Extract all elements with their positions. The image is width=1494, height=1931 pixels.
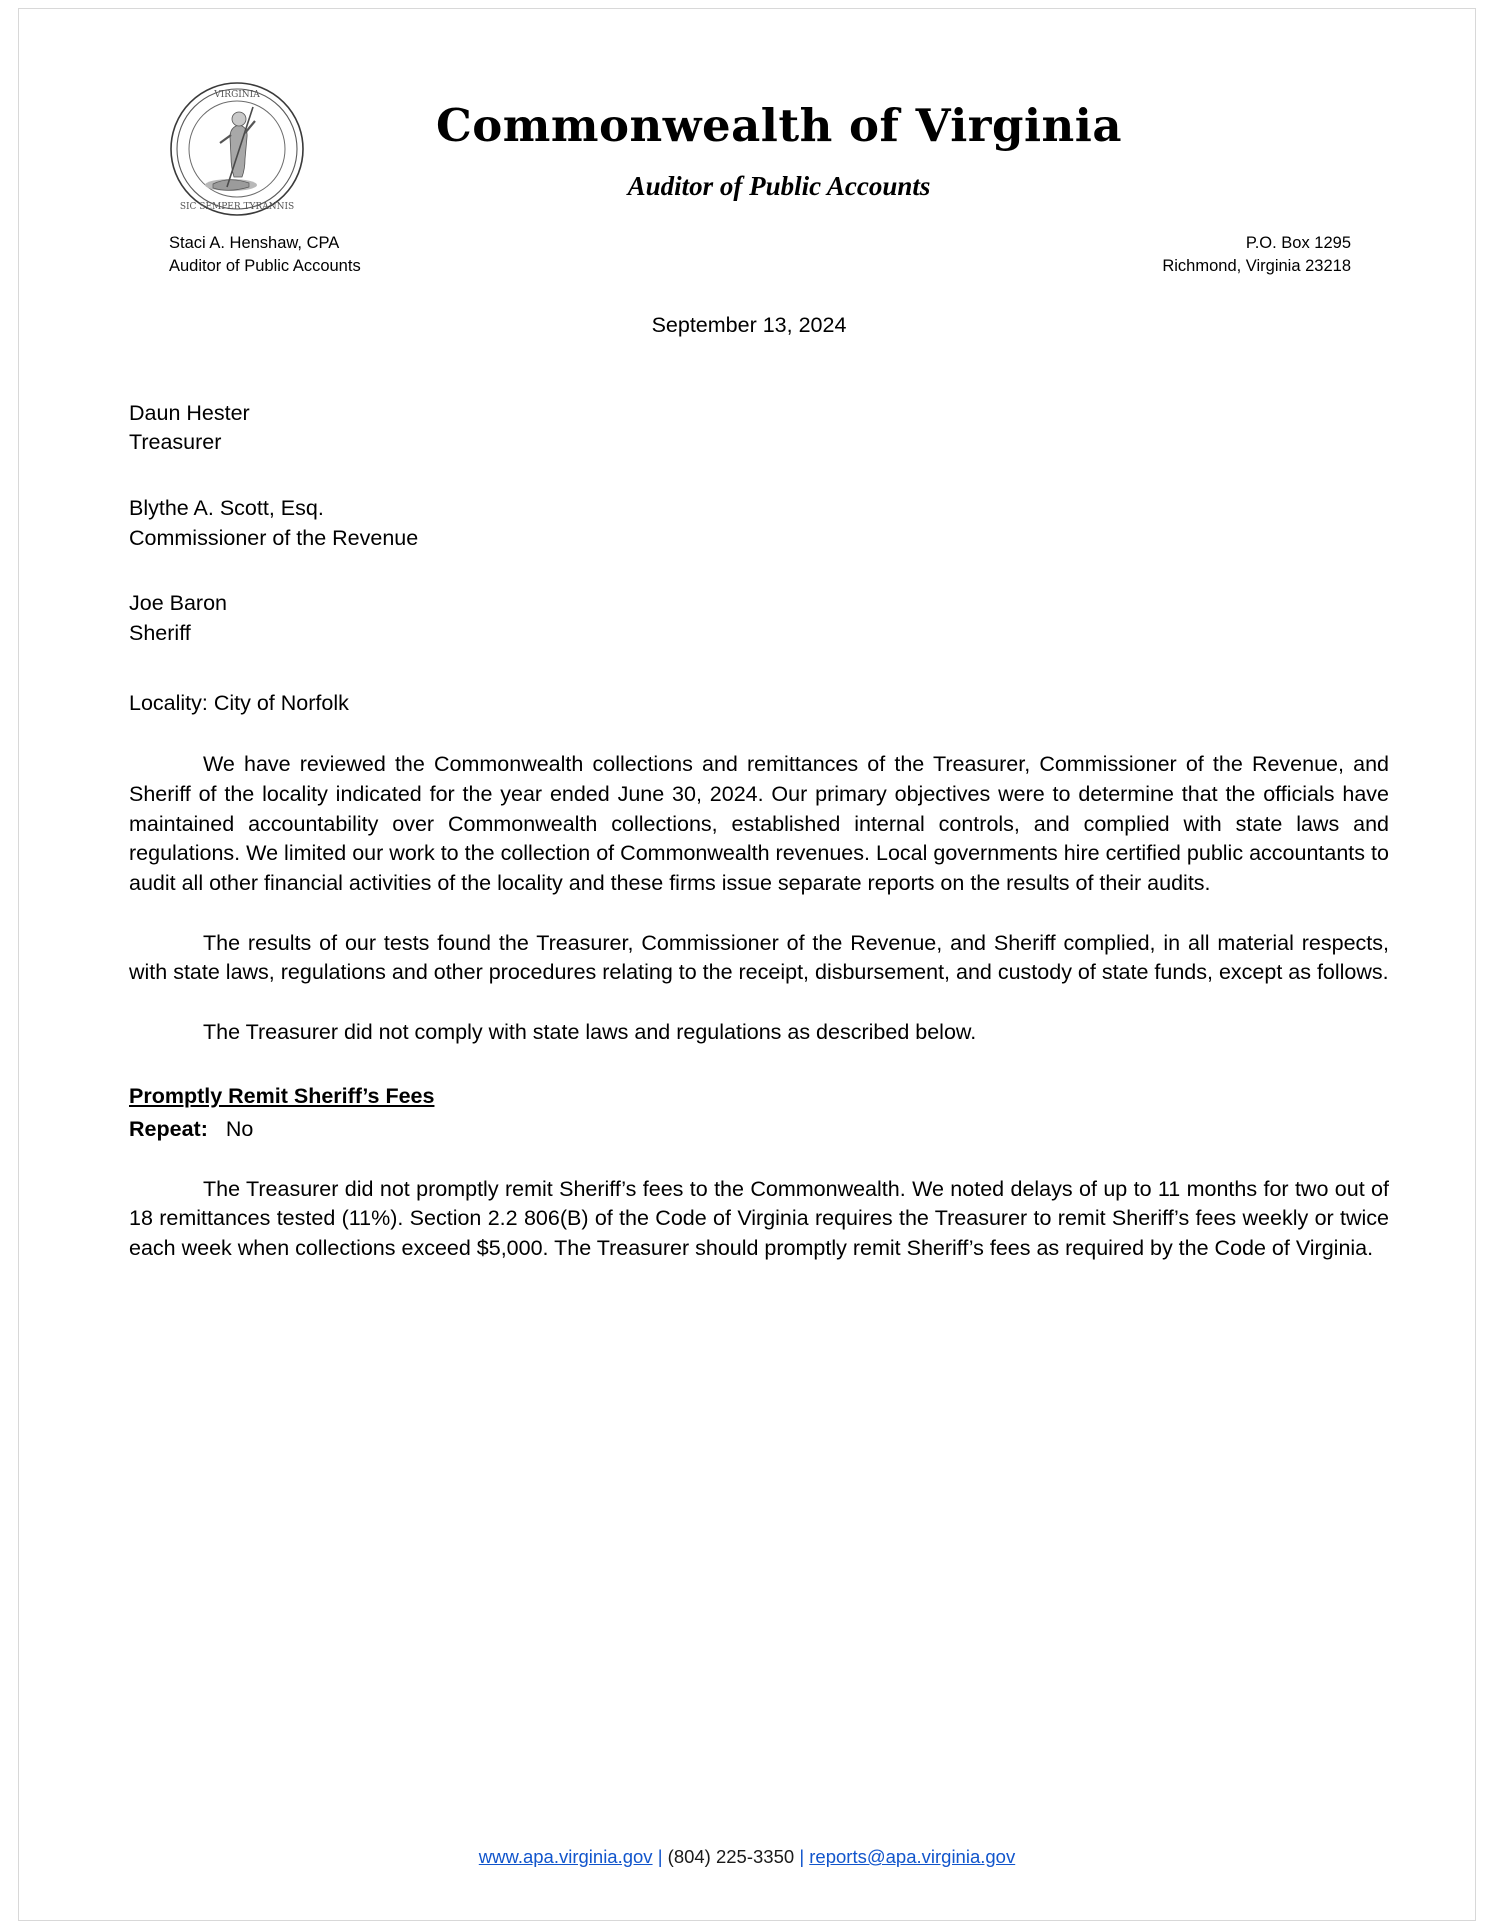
svg-text:VIRGINIA: VIRGINIA [214, 90, 260, 100]
repeat-label: Repeat: [129, 1117, 208, 1142]
letterhead-subtitle: Auditor of Public Accounts [627, 170, 931, 201]
recipient-block-3 [129, 589, 1389, 648]
letterhead-contact-row [129, 232, 1389, 280]
page-footer [19, 1846, 1475, 1868]
footer-separator: | [657, 1846, 663, 1867]
letter-content [129, 59, 1389, 1264]
paragraph-scope: We have reviewed the Commonwealth collections and remittances of the Treasurer, Commissioner of the Revenue, and Sheriff of the locality indicated for the year ended June 30, 2024. Our primary objectives were to determine that the officials have maintained accountability over Commonwealth collections, established internal controls, and complied with state laws and regulations. We limited our work to the collection of Commonwealth revenues. Local governments hire certified public accountants to audit all other financial activities of the locality and these firms issue separate reports on the results of their audits. [129, 752, 1389, 895]
paragraph-noncompliance-intro: The Treasurer did not comply with state laws and regulations as described below. [203, 1019, 977, 1044]
svg-text:SIC SEMPER TYRANNIS: SIC SEMPER TYRANNIS [179, 202, 295, 212]
recipient-block-2 [129, 494, 1389, 553]
repeat-value: No [225, 1117, 254, 1142]
footer-phone: (804) 225-3350 [667, 1846, 795, 1867]
address-po-box: P.O. Box 1295 [1245, 233, 1351, 252]
finding-heading: Promptly Remit Sheriff’s Fees [129, 1083, 435, 1108]
recipient-block-1 [129, 399, 1389, 458]
footer-website-link[interactable]: www.apa.virginia.gov [478, 1846, 653, 1867]
virginia-state-seal-icon [169, 81, 305, 217]
footer-separator: | [799, 1846, 805, 1867]
repeat-value-spacer [214, 1117, 220, 1141]
recipient-title: Sheriff [129, 620, 191, 645]
footer-email-link[interactable]: reports@apa.virginia.gov [809, 1846, 1016, 1867]
paragraph-results: The results of our tests found the Treasurer, Commissioner of the Revenue, and Sheriff complied, in all material respects, with state laws, regulations and other procedures relating to the receipt, disbursement, and custody of state funds, except as follows. [129, 930, 1389, 985]
paragraph-finding-detail: The Treasurer did not promptly remit Sheriff’s fees to the Commonwealth. We noted delays of up to 11 months for two out of 18 remittances tested (11%). Section 2.2 806(B) of the Code of Virginia requires the Treasurer to remit Sheriff’s fees weekly or twice each week when collections exceed $5,000. The Treasurer should promptly remit Sheriff’s fees as required by the Code of Virginia. [129, 1176, 1389, 1261]
letter-body [129, 311, 1389, 1264]
recipient-title: Treasurer [129, 430, 222, 455]
auditor-identity [169, 232, 361, 280]
address-city-state-zip: Richmond, Virginia 23218 [1162, 257, 1351, 276]
letter-sheet [18, 8, 1476, 1921]
locality-line: Locality: City of Norfolk [129, 690, 349, 715]
auditor-title: Auditor of Public Accounts [169, 257, 361, 276]
letterhead [129, 59, 1389, 276]
recipient-title: Commissioner of the Revenue [129, 525, 419, 550]
recipient-name: Blythe A. Scott, Esq. [129, 495, 324, 520]
recipient-name: Daun Hester [129, 400, 250, 425]
auditor-name: Staci A. Henshaw, CPA [169, 233, 340, 252]
letterhead-title: Commonwealth of Virginia [435, 99, 1123, 152]
finding-repeat-line [129, 1115, 1389, 1145]
recipient-name: Joe Baron [129, 591, 228, 616]
office-address [1162, 232, 1351, 280]
letter-date: September 13, 2024 [651, 313, 847, 337]
